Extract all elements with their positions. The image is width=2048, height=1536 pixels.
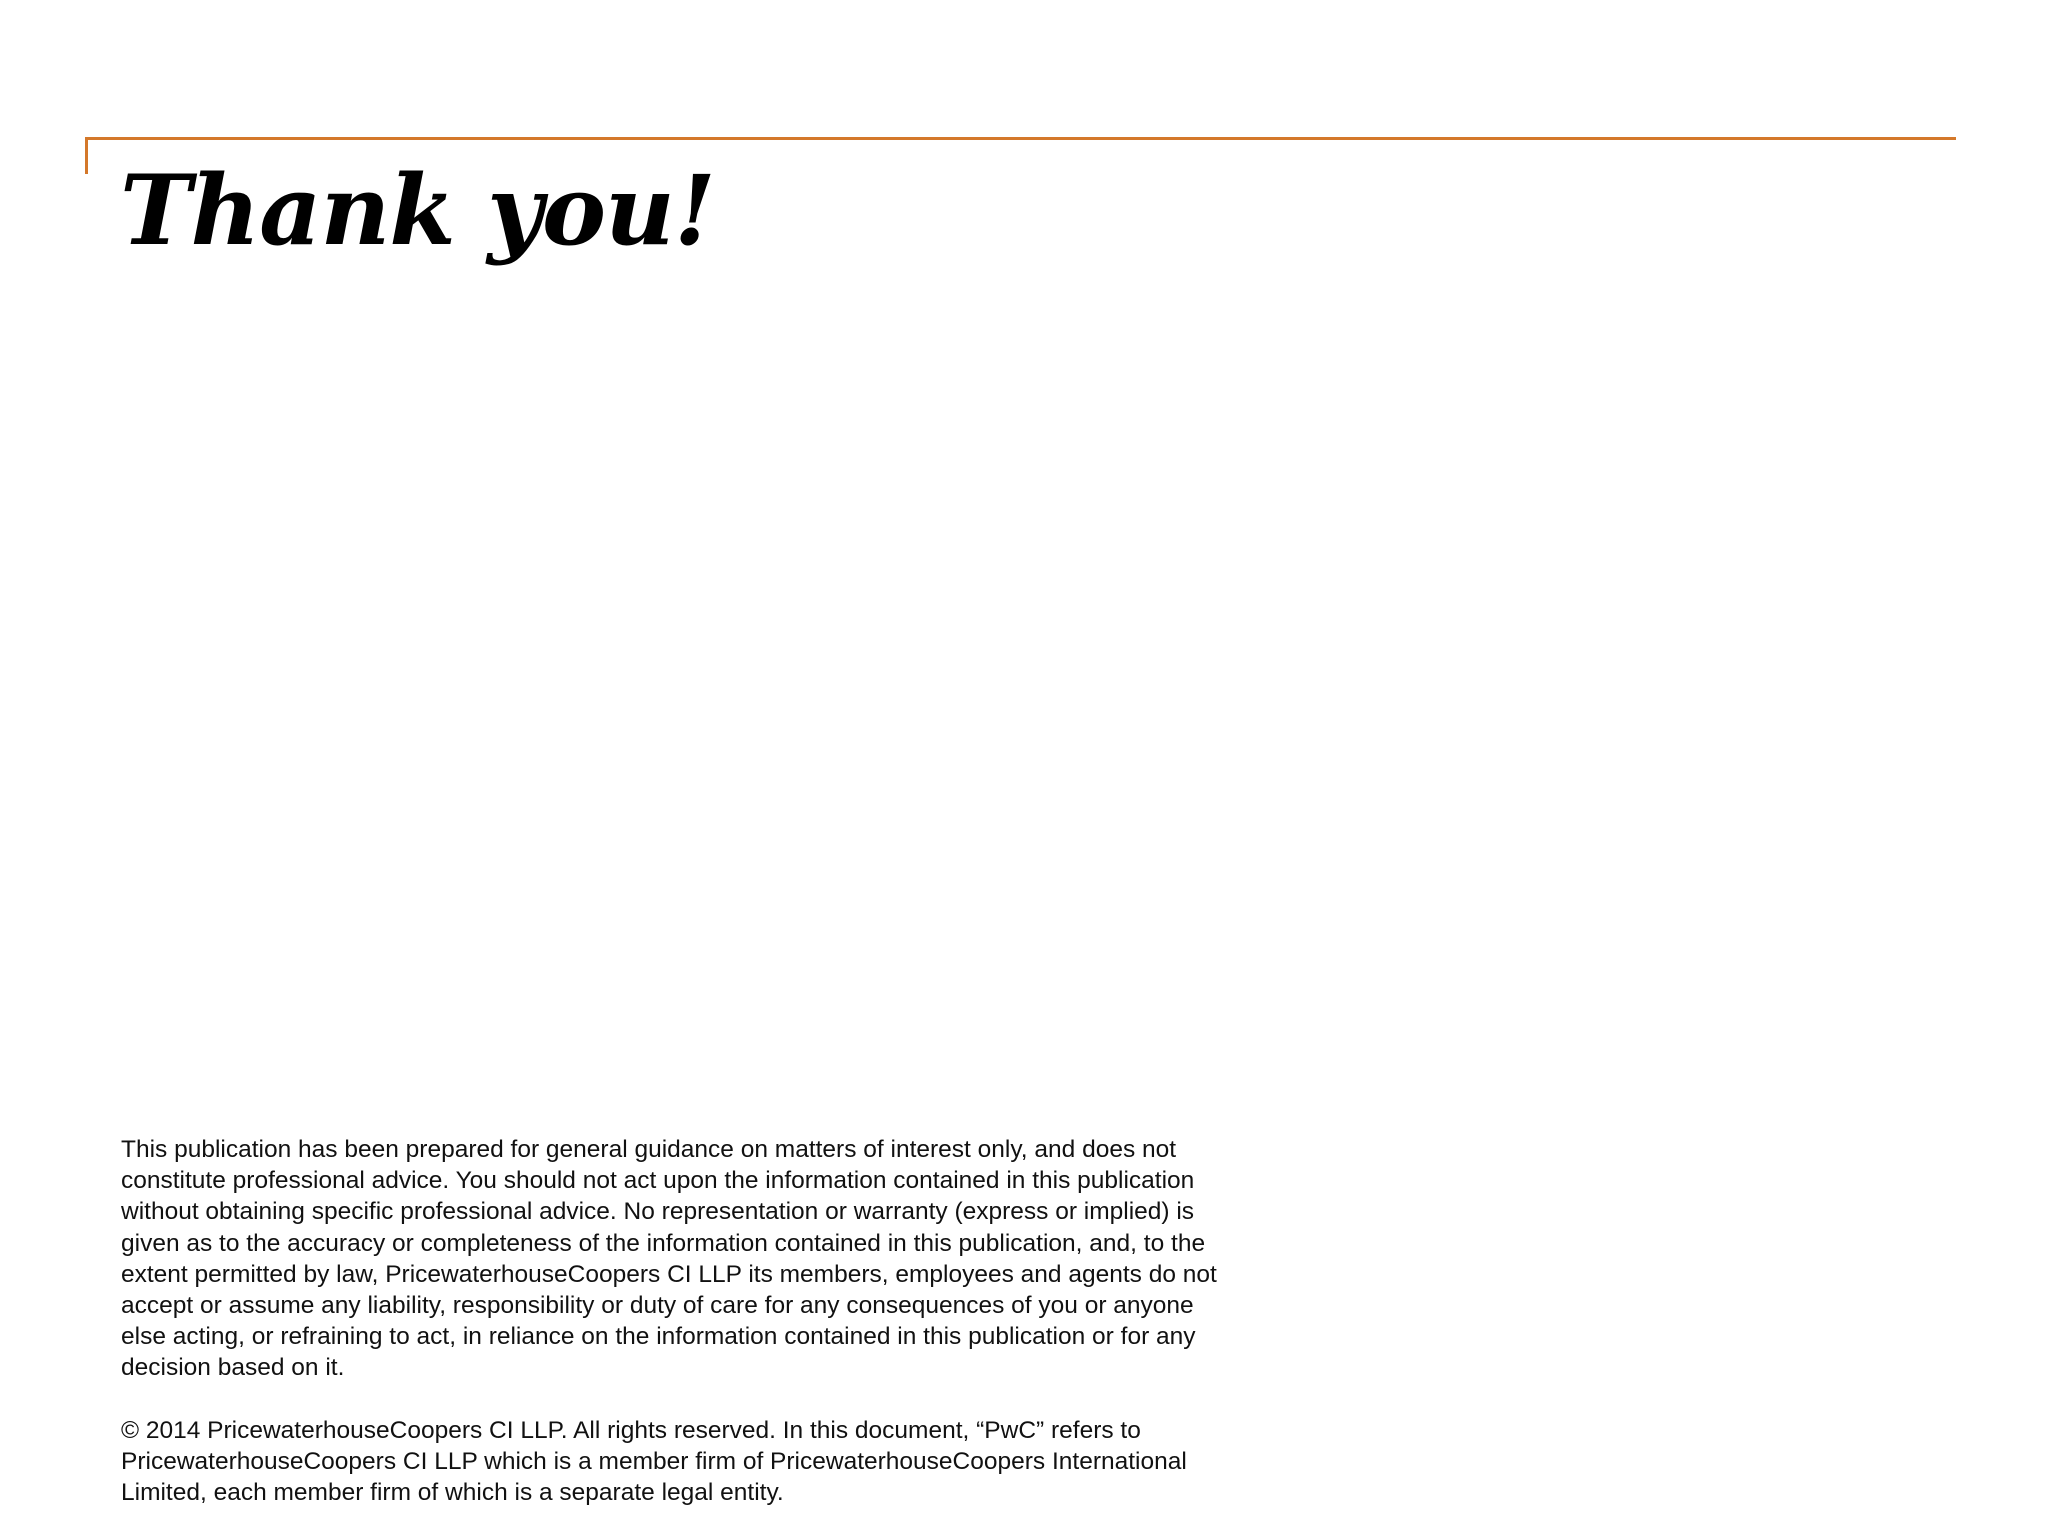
slide-title: Thank you! (120, 154, 715, 267)
accent-rule-top (85, 137, 1956, 140)
accent-rule-left (85, 137, 88, 174)
disclaimer-text: This publication has been prepared for general guidance on matters of interest only, and does not constitute professional advice. You should not act upon the information contained in this publication without obtaining specific professional advice. No representation or warranty (express or implied) is given as to the accuracy or completeness of the information contained in this publication, and, to the extent permitted by law, PricewaterhouseCoopers CI LLP its members, employees and agents do not accept or assume any liability, responsibility or duty of care for any consequences of you or anyone else acting, or refraining to act, in reliance on the information contained in this publication or for any decision based on it. (121, 1136, 1217, 1382)
copyright-text: © 2014 PricewaterhouseCoopers CI LLP. All rights reserved. In this document, “PwC” refers to PricewaterhouseCoopers CI LLP which is a member firm of PricewaterhouseCoopers International Limited, each member firm of which is a separate legal entity. (121, 1416, 1187, 1507)
legal-footer (121, 1134, 1231, 1508)
